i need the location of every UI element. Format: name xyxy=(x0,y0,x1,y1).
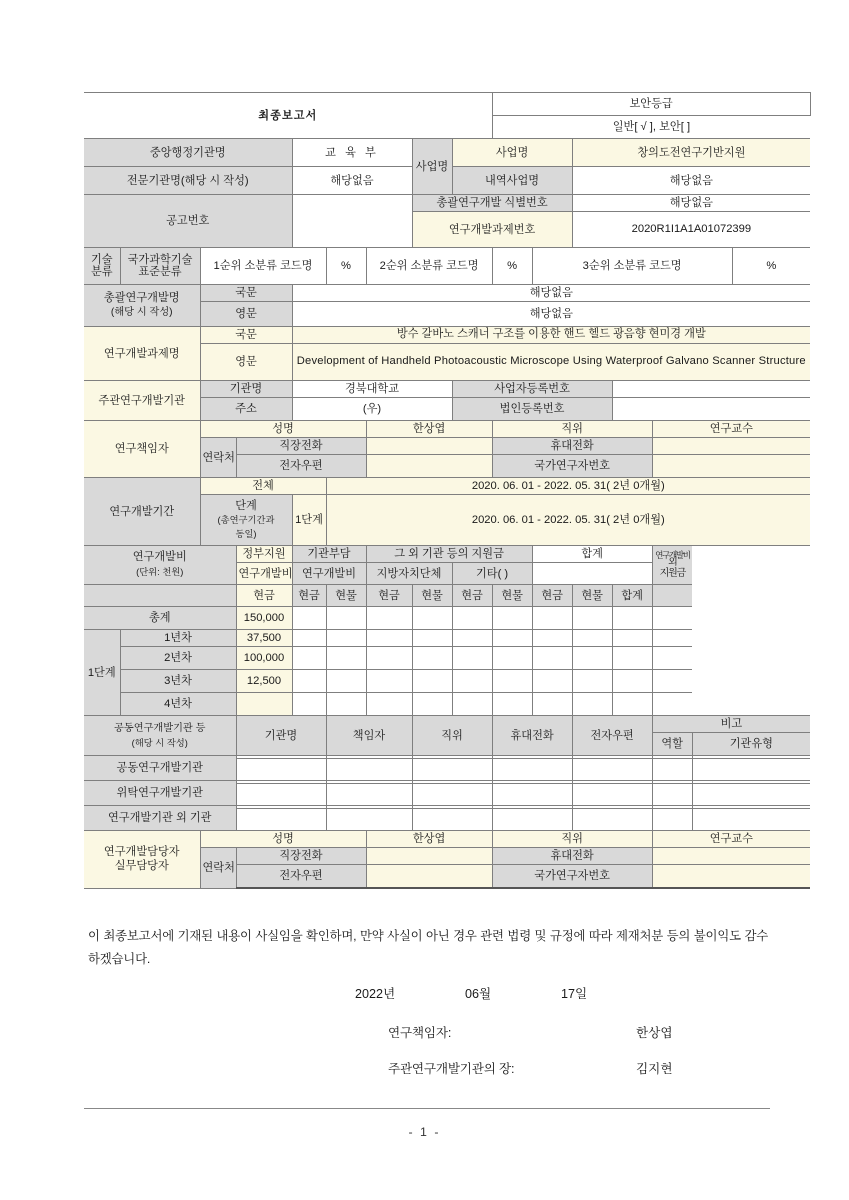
budget-total-label-spacer xyxy=(532,563,652,585)
security-grade-label: 보안등급 xyxy=(492,93,810,116)
institution-name-label: 기관명 xyxy=(200,381,292,398)
budget-cell-gov-cash-3: 12,500 xyxy=(236,670,292,693)
budget-cell-etc-cash-4 xyxy=(452,693,492,716)
joint-col-email: 전자우편 xyxy=(572,716,652,756)
joint-col-role: 역할 xyxy=(652,733,692,756)
budget-cell-outside xyxy=(652,607,692,630)
project-title-kor-label: 국문 xyxy=(200,327,292,344)
overall-title-kor-value: 해당없음 xyxy=(292,285,810,302)
budget-cell-inst-inkind-4 xyxy=(326,693,366,716)
period-stage-label xyxy=(200,495,292,546)
period-total-label: 전체 xyxy=(200,478,326,495)
program-name-value: 창의도전연구기반지원 xyxy=(572,139,810,167)
entrust-cell-email-2 xyxy=(572,784,652,806)
period-total-value: 2020. 06. 01 - 2022. 05. 31( 2년 0개월) xyxy=(326,478,810,495)
entrust-cell-position-2 xyxy=(412,784,492,806)
budget-cell-outside-4 xyxy=(652,693,692,716)
other-cell-role-2 xyxy=(652,809,692,831)
budget-cell-gov-cash-1: 37,500 xyxy=(236,630,292,647)
staff-office-phone-value xyxy=(366,848,492,865)
business-reg-label: 사업자등록번호 xyxy=(452,381,612,398)
budget-outside-label xyxy=(652,546,692,585)
budget-cell-inst-cash-3 xyxy=(292,670,326,693)
lead-institution-label: 주관연구개발기관 xyxy=(84,381,200,421)
signature-date xyxy=(88,983,768,1002)
joint-group-label-other: 연구개발기관 외 기관 xyxy=(84,806,236,831)
budget-cell-inst-inkind-3 xyxy=(326,670,366,693)
entrust-cell-inst-type-2 xyxy=(692,784,810,806)
staff-mobile-label: 휴대전화 xyxy=(492,848,652,865)
signature-month: 06월 xyxy=(465,987,492,1001)
budget-outside-line2: 외 xyxy=(668,557,677,568)
overall-title-kor-label: 국문 xyxy=(200,285,292,302)
pi-researcher-no-value xyxy=(652,455,810,478)
corp-reg-value xyxy=(612,398,810,421)
budget-cell-etc-inkind-4 xyxy=(492,693,532,716)
security-grade-value: 일반[ √ ], 보안[ ] xyxy=(492,116,810,139)
pi-contact-label: 연락처 xyxy=(200,438,236,478)
budget-cell-total-sum-2 xyxy=(612,647,652,670)
budget-label xyxy=(84,546,236,585)
budget-cell-total-inkind-3 xyxy=(572,670,612,693)
budget-cell-local-inkind-4 xyxy=(412,693,452,716)
budget-inst-cash-label: 현금 xyxy=(292,585,326,607)
period-stage1-value: 2020. 06. 01 - 2022. 05. 31( 2년 0개월) xyxy=(326,495,810,546)
signature-day: 17일 xyxy=(561,987,588,1001)
report-cover-sheet xyxy=(84,92,806,889)
project-title-kor-row xyxy=(84,327,810,344)
staff-email-label: 전자우편 xyxy=(236,865,366,889)
tech-rank3-percent: % xyxy=(732,248,810,285)
budget-cell-inst-cash-4 xyxy=(292,693,326,716)
project-title-label: 연구개발과제명 xyxy=(84,327,200,381)
tech-rank3-label: 3순위 소분류 코드명 xyxy=(532,248,732,285)
budget-cell-inst-cash xyxy=(292,607,326,630)
other-cell-email-2 xyxy=(572,809,652,831)
national-standard-line1: 국가과학기술 xyxy=(127,253,193,266)
joint-header-row-1 xyxy=(84,716,810,733)
joint-col-note: 비고 xyxy=(652,716,810,733)
budget-cell-inst-inkind-1 xyxy=(326,630,366,647)
budget-cell-local-cash-1 xyxy=(366,630,412,647)
pi-position-value: 연구교수 xyxy=(652,421,810,438)
budget-total-sum-label: 합계 xyxy=(612,585,652,607)
budget-header-row-1 xyxy=(84,546,810,563)
staff-email-value xyxy=(366,865,492,889)
budget-row-year-2: 2년차 xyxy=(120,647,236,670)
budget-cell-total-inkind-1 xyxy=(572,630,612,647)
staff-label xyxy=(84,831,200,889)
budget-cell-etc-inkind xyxy=(492,607,532,630)
pi-position-label: 직위 xyxy=(492,421,652,438)
staff-position-value: 연구교수 xyxy=(652,831,810,848)
overall-id-value: 해당없음 xyxy=(572,195,810,212)
budget-cell-etc-cash xyxy=(452,607,492,630)
budget-cell-inst-inkind xyxy=(326,607,366,630)
pi-mobile-label: 휴대전화 xyxy=(492,438,652,455)
central-agency-value: 교 육 부 xyxy=(292,139,412,167)
tech-rank2-label: 2순위 소분류 코드명 xyxy=(366,248,492,285)
budget-etc-cash-label: 현금 xyxy=(452,585,492,607)
budget-cell-etc-cash-1 xyxy=(452,630,492,647)
head-signature-label: 주관연구개발기관의 장: xyxy=(388,1062,515,1076)
joint-cell-inst-type-2 xyxy=(692,759,810,781)
budget-total-cash-label: 현금 xyxy=(532,585,572,607)
joint-header-line1: 공동연구개발기관 등 xyxy=(114,722,206,734)
budget-cell-gov-cash-2: 100,000 xyxy=(236,647,292,670)
pi-name-row xyxy=(84,421,810,438)
budget-cell-outside-2 xyxy=(652,647,692,670)
budget-cell-total-inkind xyxy=(572,607,612,630)
entrust-cell-manager-2 xyxy=(326,784,412,806)
pi-mobile-value xyxy=(652,438,810,455)
budget-cell-gov-cash: 150,000 xyxy=(236,607,292,630)
overall-title-label xyxy=(84,285,200,327)
period-stage1-label: 1단계 xyxy=(292,495,326,546)
pi-signature-name: 한상엽 xyxy=(636,1026,673,1040)
notice-overall-id-row xyxy=(84,195,810,212)
budget-cell-total-cash-2 xyxy=(532,647,572,670)
national-standard-line2: 표준분류 xyxy=(138,266,182,278)
budget-header-row-3 xyxy=(84,585,810,607)
budget-gov-cash-label: 현금 xyxy=(236,585,292,607)
title-row xyxy=(84,93,810,116)
overall-title-eng-label: 영문 xyxy=(200,302,292,327)
joint-col-position: 직위 xyxy=(412,716,492,756)
head-signature-name: 김지현 xyxy=(636,1062,673,1076)
budget-cell-total-cash-4 xyxy=(532,693,572,716)
footer-divider xyxy=(84,1108,770,1109)
budget-label-line1: 연구개발비 xyxy=(132,551,187,564)
joint-cell-mobile-2 xyxy=(492,759,572,781)
budget-cell-total-sum-3 xyxy=(612,670,652,693)
joint-col-inst-type: 기관유형 xyxy=(692,733,810,756)
budget-cell-local-cash-2 xyxy=(366,647,412,670)
pi-name-label: 성명 xyxy=(200,421,366,438)
staff-mobile-value xyxy=(652,848,810,865)
entrust-cell-name-2 xyxy=(236,784,326,806)
staff-label-line2: 실무담당자 xyxy=(114,860,169,873)
joint-header-label xyxy=(84,716,236,756)
budget-cell-total-cash-3 xyxy=(532,670,572,693)
project-title-kor-value: 방수 갈바노 스캐너 구조를 이용한 핸드 헬드 광음향 현미경 개발 xyxy=(292,327,810,344)
page-title: 최종보고서 xyxy=(84,93,492,139)
cover-table xyxy=(84,92,811,889)
budget-etc-label: 기타( ) xyxy=(452,563,532,585)
budget-gov-label-top: 정부지원 xyxy=(236,546,292,563)
joint-cell-name-2 xyxy=(236,759,326,781)
budget-cell-total-cash-1 xyxy=(532,630,572,647)
notice-number-value xyxy=(292,195,412,248)
budget-row-year1 xyxy=(84,630,810,647)
budget-cell-total-sum xyxy=(612,607,652,630)
budget-row-year2 xyxy=(84,647,810,670)
staff-name-label: 성명 xyxy=(200,831,366,848)
period-stage-line3: 동일) xyxy=(235,529,257,539)
budget-gov-label-bottom: 연구개발비 xyxy=(236,563,292,585)
budget-cell-gov-cash-4 xyxy=(236,693,292,716)
tech-class-label xyxy=(84,248,120,285)
budget-cell-inst-inkind-2 xyxy=(326,647,366,670)
staff-name-row xyxy=(84,831,810,848)
pi-researcher-no-label: 국가연구자번호 xyxy=(492,455,652,478)
address-value: (우) xyxy=(292,398,452,421)
tech-class-label-line1: 기술 xyxy=(90,253,113,266)
pi-signature-label: 연구책임자: xyxy=(388,1026,452,1040)
budget-outside-line3: 지원금 xyxy=(659,567,686,579)
budget-total-inkind-label: 현물 xyxy=(572,585,612,607)
budget-cell-outside-1 xyxy=(652,630,692,647)
budget-cell-local-inkind-2 xyxy=(412,647,452,670)
budget-total-label: 합계 xyxy=(532,546,652,563)
signature-year: 2022년 xyxy=(355,987,396,1001)
project-number-value: 2020R1I1A1A01072399 xyxy=(572,212,810,248)
subprogram-value: 해당없음 xyxy=(572,167,810,195)
tech-classification-row xyxy=(84,248,810,285)
budget-row-year4 xyxy=(84,693,810,716)
budget-cell-local-inkind-3 xyxy=(412,670,452,693)
central-agency-label: 중앙행정기관명 xyxy=(84,139,292,167)
tech-rank2-percent: % xyxy=(492,248,532,285)
budget-cell-etc-inkind-3 xyxy=(492,670,532,693)
budget-cell-inst-cash-2 xyxy=(292,647,326,670)
staff-label-line1: 연구개발담당자 xyxy=(103,845,180,858)
joint-group-label-joint: 공동연구개발기관 xyxy=(84,756,236,781)
overall-title-eng-value: 해당없음 xyxy=(292,302,810,327)
budget-row-total xyxy=(84,607,810,630)
project-number-label: 연구개발과제번호 xyxy=(412,212,572,248)
budget-cell-etc-inkind-2 xyxy=(492,647,532,670)
period-stage-line1: 단계 xyxy=(235,500,257,512)
overall-title-kor-row xyxy=(84,285,810,302)
staff-name-value: 한상엽 xyxy=(366,831,492,848)
staff-researcher-no-label: 국가연구자번호 xyxy=(492,865,652,889)
specialized-agency-value: 해당없음 xyxy=(292,167,412,195)
address-label: 주소 xyxy=(200,398,292,421)
joint-cell-role-2 xyxy=(652,759,692,781)
business-reg-value xyxy=(612,381,810,398)
budget-row-group-stage1: 1단계 xyxy=(84,630,120,716)
joint-cell-email-2 xyxy=(572,759,652,781)
other-cell-name-2 xyxy=(236,809,326,831)
entrust-cell-role-2 xyxy=(652,784,692,806)
budget-cell-local-cash xyxy=(366,607,412,630)
joint-col-manager: 책임자 xyxy=(326,716,412,756)
tech-rank1-percent: % xyxy=(326,248,366,285)
budget-cell-total-inkind-4 xyxy=(572,693,612,716)
staff-position-label: 직위 xyxy=(492,831,652,848)
budget-row-year3 xyxy=(84,670,810,693)
institution-name-value: 경북대학교 xyxy=(292,381,452,398)
project-title-eng-label: 영문 xyxy=(200,344,292,381)
budget-cell-local-inkind xyxy=(412,607,452,630)
confirmation-statement: 이 최종보고서에 기재된 내용이 사실임을 확인하며, 만약 사실이 아닌 경우 관련 법령 및 규정에 따라 제재처분 등의 불이익도 감수하겠습니다. xyxy=(88,929,768,966)
specialized-agency-label: 전문기관명(해당 시 작성) xyxy=(84,167,292,195)
notice-number-label: 공고번호 xyxy=(84,195,292,248)
staff-contact-label: 연락처 xyxy=(200,848,236,889)
pi-email-value xyxy=(366,455,492,478)
tech-rank1-label: 1순위 소분류 코드명 xyxy=(200,248,326,285)
pi-email-label: 전자우편 xyxy=(236,455,366,478)
staff-researcher-no-value xyxy=(652,865,810,889)
overall-title-label-line1: 총괄연구개발명 xyxy=(103,292,180,305)
budget-cell-local-cash-3 xyxy=(366,670,412,693)
budget-cell-total-sum-1 xyxy=(612,630,652,647)
budget-outside-spacer xyxy=(652,585,692,607)
period-label: 연구개발기간 xyxy=(84,478,200,546)
budget-outside-line1: 연구개발비 xyxy=(655,549,690,560)
subprogram-label: 내역사업명 xyxy=(452,167,572,195)
entrust-cell-mobile-2 xyxy=(492,784,572,806)
lead-institution-name-row xyxy=(84,381,810,398)
budget-local-gov-label: 지방자치단체 xyxy=(366,563,452,585)
budget-inst-label-bottom: 연구개발비 xyxy=(292,563,366,585)
period-total-row xyxy=(84,478,810,495)
pi-office-phone-label: 직장전화 xyxy=(236,438,366,455)
budget-local-cash-label: 현금 xyxy=(366,585,412,607)
program-group-label: 사업명 xyxy=(412,139,452,195)
budget-inst-inkind-label: 현물 xyxy=(326,585,366,607)
budget-label-spacer xyxy=(84,585,236,607)
budget-row-year-1: 1년차 xyxy=(120,630,236,647)
budget-other-support-label: 그 외 기관 등의 지원금 xyxy=(366,546,532,563)
budget-cell-total-inkind-2 xyxy=(572,647,612,670)
program-name-label: 사업명 xyxy=(452,139,572,167)
page-number: - 1 - xyxy=(408,1125,441,1139)
corp-reg-label: 법인등록번호 xyxy=(452,398,612,421)
budget-cell-local-cash-4 xyxy=(366,693,412,716)
staff-office-phone-label: 직장전화 xyxy=(236,848,366,865)
other-cell-manager-2 xyxy=(326,809,412,831)
budget-cell-etc-inkind-1 xyxy=(492,630,532,647)
joint-group-label-entrusted: 위탁연구개발기관 xyxy=(84,781,236,806)
pi-office-phone-value xyxy=(366,438,492,455)
budget-row-year-3: 3년차 xyxy=(120,670,236,693)
tech-class-label-line2: 분류 xyxy=(90,266,113,278)
budget-cell-total-sum-4 xyxy=(612,693,652,716)
pi-label: 연구책임자 xyxy=(84,421,200,478)
budget-etc-inkind-label: 현물 xyxy=(492,585,532,607)
budget-cell-total-cash xyxy=(532,607,572,630)
other-cell-mobile-2 xyxy=(492,809,572,831)
budget-row-year-4: 4년차 xyxy=(120,693,236,716)
other-cell-position-2 xyxy=(412,809,492,831)
budget-local-inkind-label: 현물 xyxy=(412,585,452,607)
budget-label-line2: (단위: 천원) xyxy=(136,567,184,577)
budget-cell-etc-cash-2 xyxy=(452,647,492,670)
national-standard-class-label xyxy=(120,248,200,285)
other-cell-inst-type-2 xyxy=(692,809,810,831)
budget-cell-local-inkind-1 xyxy=(412,630,452,647)
joint-col-name: 기관명 xyxy=(236,716,326,756)
joint-header-line2: (해당 시 작성) xyxy=(131,737,188,748)
overall-id-label: 총괄연구개발 식별번호 xyxy=(412,195,572,212)
joint-col-mobile: 휴대전화 xyxy=(492,716,572,756)
overall-title-label-line2: (해당 시 작성) xyxy=(110,307,173,319)
budget-cell-inst-cash-1 xyxy=(292,630,326,647)
budget-row-group-total: 총계 xyxy=(84,607,236,630)
budget-cell-outside-3 xyxy=(652,670,692,693)
central-agency-row xyxy=(84,139,810,167)
project-title-eng-value: Development of Handheld Photoacoustic Microscope Using Waterproof Galvano Scanner Structure xyxy=(292,344,810,381)
period-stage-line2: (총연구기간과 xyxy=(217,515,275,525)
budget-inst-label-top: 기관부담 xyxy=(292,546,366,563)
joint-cell-manager-2 xyxy=(326,759,412,781)
joint-cell-position-2 xyxy=(412,759,492,781)
pi-name-value: 한상엽 xyxy=(366,421,492,438)
budget-cell-etc-cash-3 xyxy=(452,670,492,693)
